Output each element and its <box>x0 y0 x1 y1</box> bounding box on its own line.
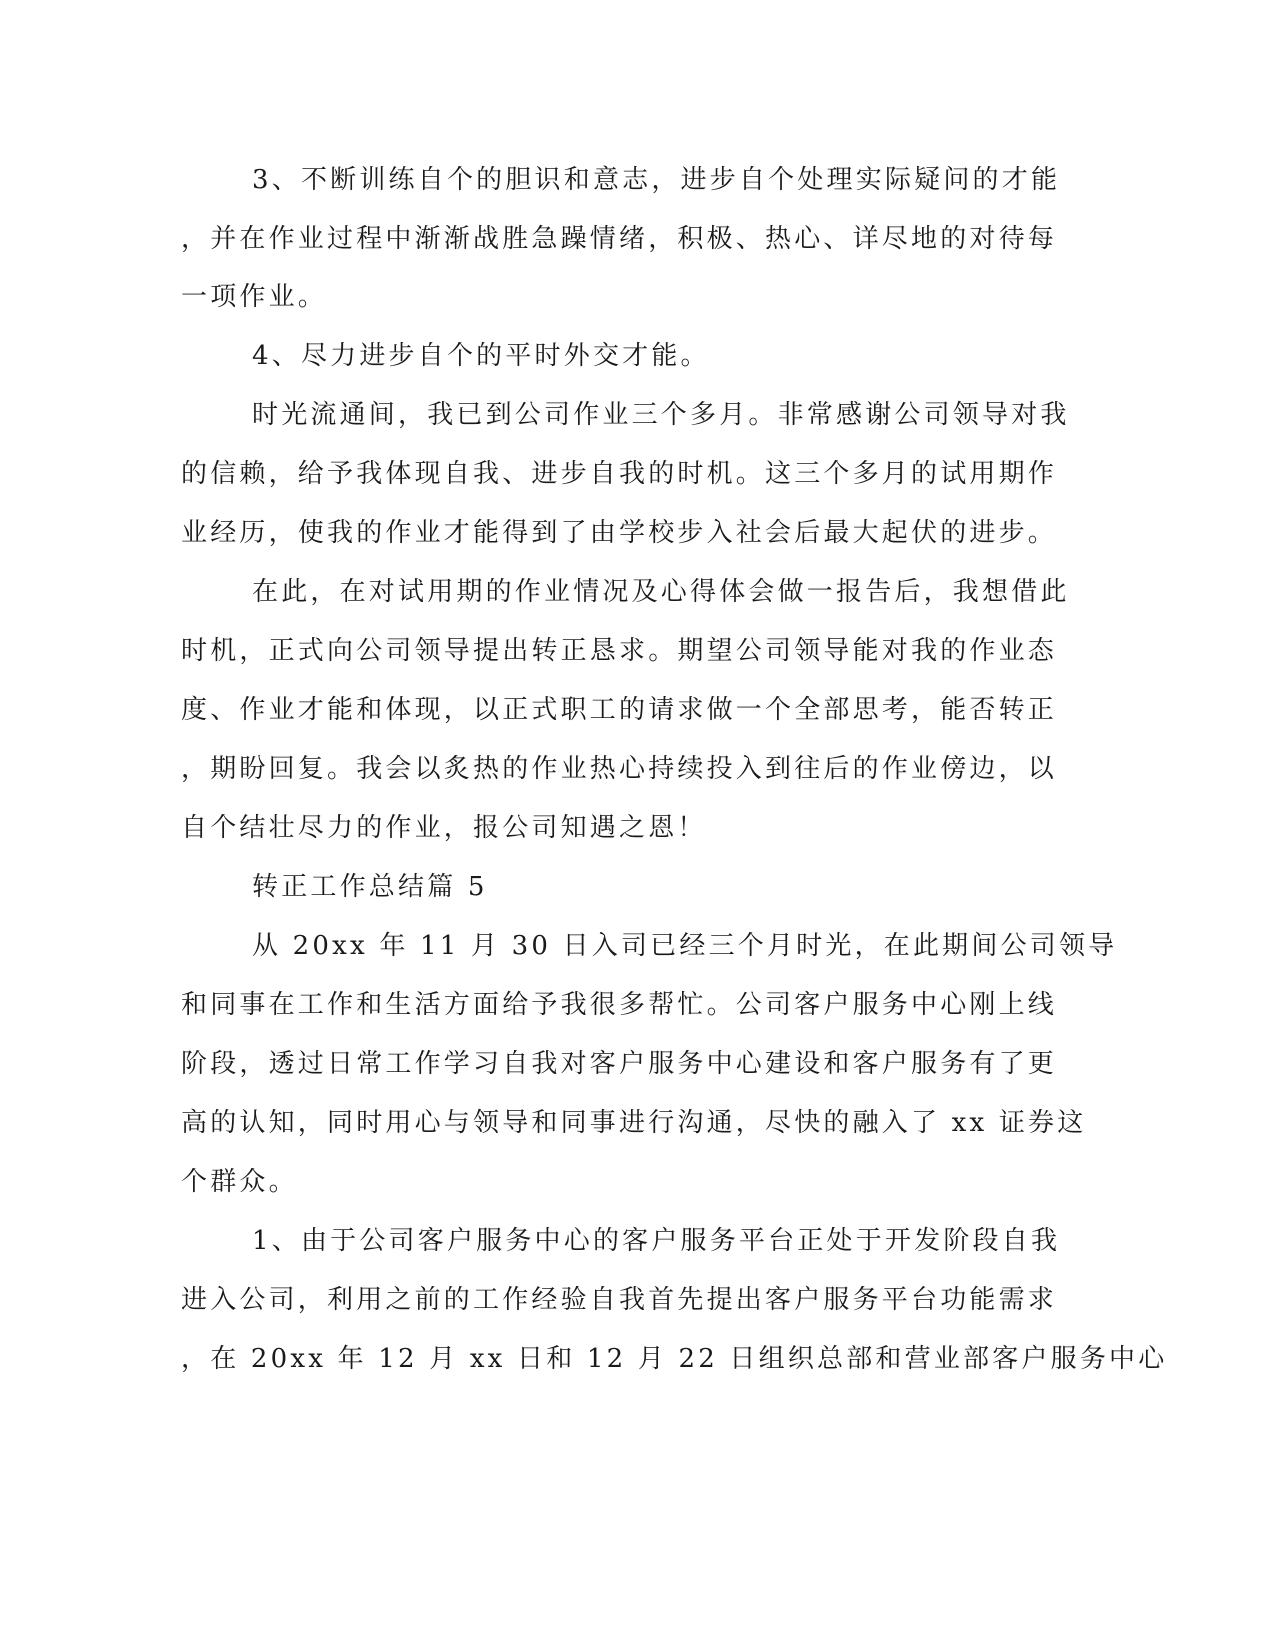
text-line: ，期盼回复。我会以炙热的作业热心持续投入到往后的作业傍边，以 <box>181 754 1058 784</box>
text-line: 度、作业才能和体现，以正式职工的请求做一个全部思考，能否转正 <box>181 695 1058 725</box>
text-line: 的信赖，给予我体现自我、进步自我的时机。这三个多月的试用期作 <box>181 459 1058 489</box>
text-line: 4、尽力进步自个的平时外交才能。 <box>252 341 710 371</box>
text-line: 3、不断训练自个的胆识和意志，进步自个处理实际疑问的才能 <box>252 165 1061 195</box>
text-line: ，并在作业过程中渐渐战胜急躁情绪，积极、热心、详尽地的对待每 <box>181 224 1058 254</box>
text-line: 高的认知，同时用心与领导和同事进行沟通，尽快的融入了 xx 证券这 <box>181 1108 1087 1138</box>
text-line: 1、由于公司客户服务中心的客户服务平台正处于开发阶段自我 <box>252 1226 1061 1256</box>
section-heading: 转正工作总结篇 5 <box>252 872 488 902</box>
text-line: 阶段，透过日常工作学习自我对客户服务中心建设和客户服务有了更 <box>181 1049 1058 1079</box>
text-line: 时光流通间，我已到公司作业三个多月。非常感谢公司领导对我 <box>252 400 1070 430</box>
text-line: 一项作业。 <box>181 282 328 312</box>
text-line: 和同事在工作和生活方面给予我很多帮忙。公司客户服务中心刚上线 <box>181 990 1058 1020</box>
text-line: 个群众。 <box>181 1167 298 1197</box>
text-line: 进入公司，利用之前的工作经验自我首先提出客户服务平台功能需求 <box>181 1285 1058 1315</box>
text-line: 在此，在对试用期的作业情况及心得体会做一报告后，我想借此 <box>252 577 1070 607</box>
text-line: 自个结壮尽力的作业，报公司知遇之恩！ <box>181 813 707 843</box>
text-line: 从 20xx 年 11 月 30 日入司已经三个月时光，在此期间公司领导 <box>252 931 1118 961</box>
text-line: 时机，正式向公司领导提出转正恳求。期望公司领导能对我的作业态 <box>181 636 1058 666</box>
text-line: 业经历，使我的作业才能得到了由学校步入社会后最大起伏的进步。 <box>181 518 1058 548</box>
text-line: ，在 20xx 年 12 月 xx 日和 12 月 22 日组织总部和营业部客户服务中心 <box>181 1344 1168 1374</box>
